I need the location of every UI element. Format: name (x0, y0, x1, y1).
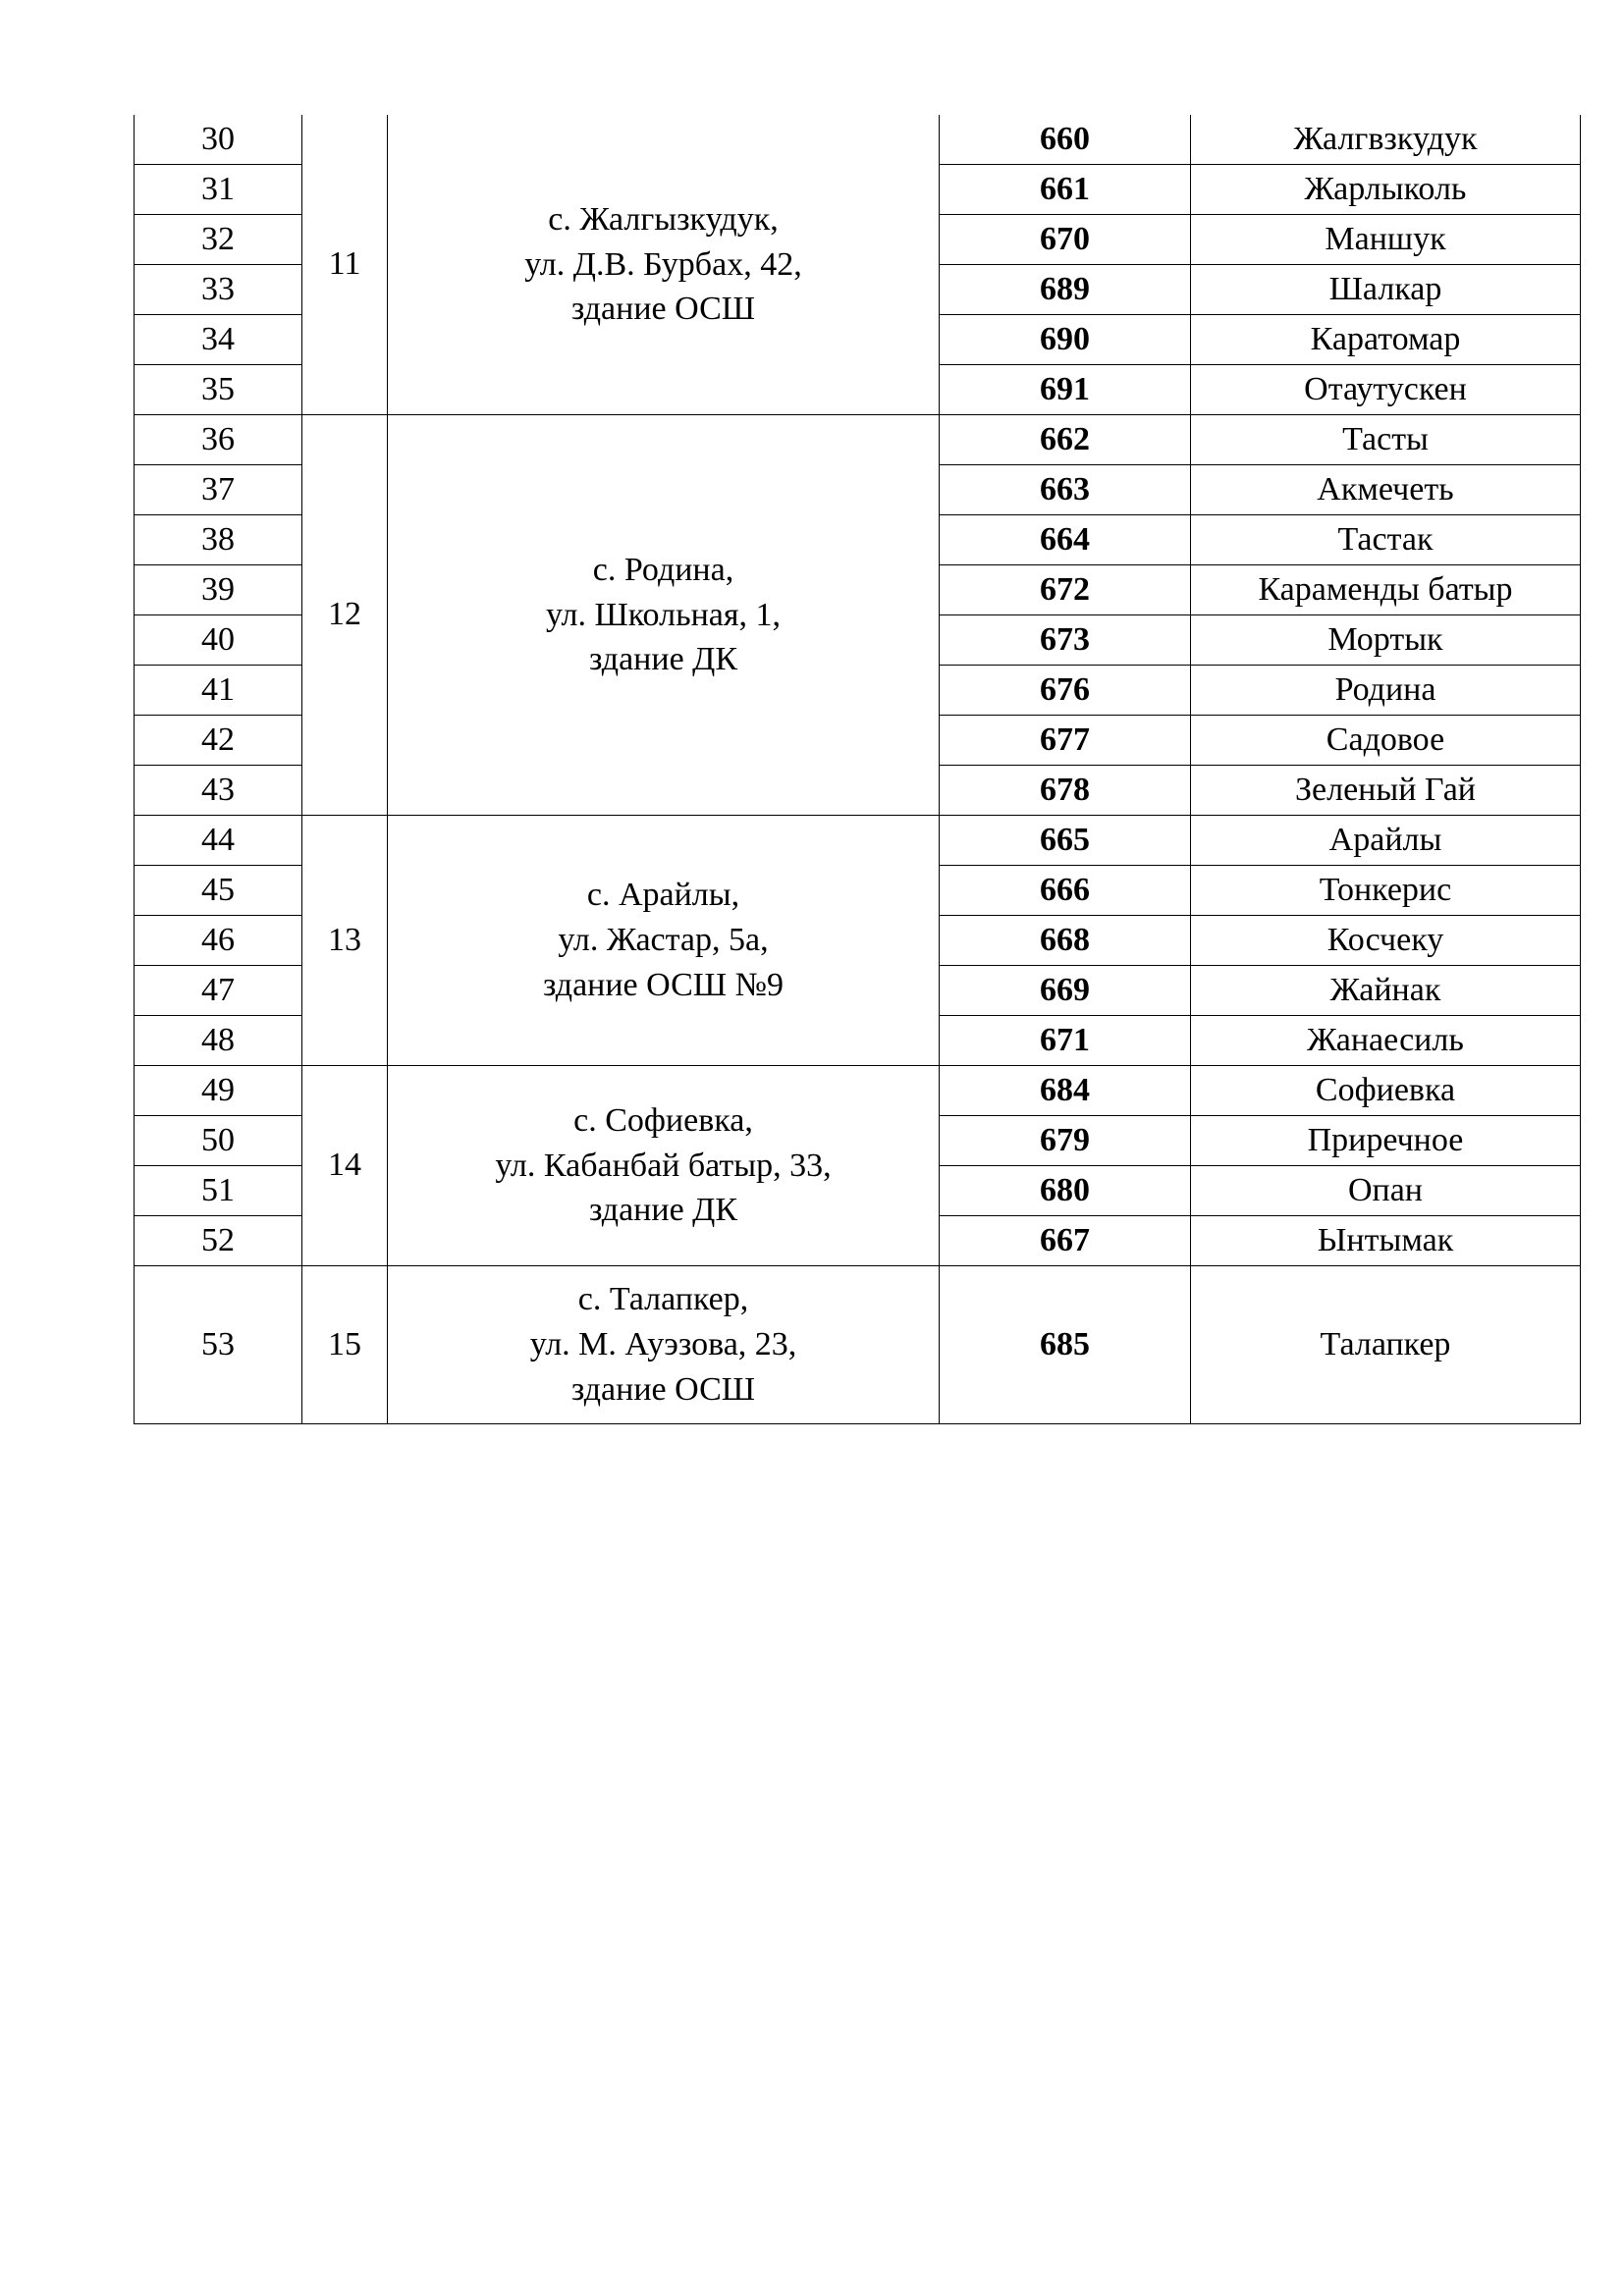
precinct-code-cell: 680 (940, 1166, 1191, 1216)
row-number-cell: 45 (135, 866, 302, 916)
precinct-code-cell: 667 (940, 1216, 1191, 1266)
precinct-code-cell: 679 (940, 1116, 1191, 1166)
settlement-name-cell: Приречное (1191, 1116, 1581, 1166)
row-number-cell: 40 (135, 615, 302, 666)
settlement-name-cell: Косчеку (1191, 916, 1581, 966)
group-number-cell: 15 (302, 1266, 388, 1424)
precinct-table (134, 115, 1581, 1424)
row-number-cell: 32 (135, 215, 302, 265)
settlement-name-cell: Каратомар (1191, 315, 1581, 365)
group-number-cell: 12 (302, 415, 388, 816)
row-number-cell: 41 (135, 666, 302, 716)
table-row (135, 415, 1581, 465)
precinct-code-cell: 669 (940, 966, 1191, 1016)
row-number-cell: 49 (135, 1066, 302, 1116)
precinct-code-cell: 676 (940, 666, 1191, 716)
row-number-cell: 39 (135, 565, 302, 615)
row-number-cell: 47 (135, 966, 302, 1016)
precinct-code-cell: 684 (940, 1066, 1191, 1116)
precinct-code-cell: 662 (940, 415, 1191, 465)
precinct-code-cell: 668 (940, 916, 1191, 966)
settlement-name-cell: Ынтымак (1191, 1216, 1581, 1266)
settlement-name-cell: Жалгвзкудук (1191, 115, 1581, 165)
row-number-cell: 36 (135, 415, 302, 465)
address-line: ул. Д.В. Бурбах, 42, (524, 245, 802, 283)
settlement-name-cell: Тонкерис (1191, 866, 1581, 916)
settlement-name-cell: Арайлы (1191, 816, 1581, 866)
precinct-code-cell: 663 (940, 465, 1191, 515)
precinct-code-cell: 673 (940, 615, 1191, 666)
precinct-code-cell: 690 (940, 315, 1191, 365)
row-number-cell: 43 (135, 766, 302, 816)
row-number-cell: 38 (135, 515, 302, 565)
group-number-cell: 14 (302, 1066, 388, 1266)
row-number-cell: 34 (135, 315, 302, 365)
precinct-code-cell: 685 (940, 1266, 1191, 1424)
address-line: ул. Жастар, 5а, (558, 922, 769, 959)
table-row (135, 1266, 1581, 1424)
precinct-code-cell: 689 (940, 265, 1191, 315)
address-cell (388, 115, 940, 415)
address-line: здание ОСШ (570, 291, 756, 328)
settlement-name-cell: Мортык (1191, 615, 1581, 666)
address-cell (388, 415, 940, 816)
address-line: с. Талапкер, (577, 1281, 749, 1318)
row-number-cell: 37 (135, 465, 302, 515)
precinct-code-cell: 661 (940, 165, 1191, 215)
address-line: с. Родина, (592, 551, 734, 588)
row-number-cell: 42 (135, 716, 302, 766)
precinct-code-cell: 671 (940, 1016, 1191, 1066)
address-line: ул. Кабанбай батыр, 33, (495, 1147, 832, 1184)
precinct-code-cell: 664 (940, 515, 1191, 565)
precinct-code-cell: 666 (940, 866, 1191, 916)
address-line: здание ОСШ (570, 1370, 756, 1408)
settlement-name-cell: Садовое (1191, 716, 1581, 766)
group-number-cell: 13 (302, 816, 388, 1066)
address-cell (388, 1266, 940, 1424)
settlement-name-cell: Жарлыколь (1191, 165, 1581, 215)
settlement-name-cell: Отаутускен (1191, 365, 1581, 415)
row-number-cell: 48 (135, 1016, 302, 1066)
address-line: здание ДК (588, 1192, 738, 1229)
precinct-code-cell: 660 (940, 115, 1191, 165)
settlement-name-cell: Тастак (1191, 515, 1581, 565)
settlement-name-cell: Акмечеть (1191, 465, 1581, 515)
precinct-code-cell: 670 (940, 215, 1191, 265)
settlement-name-cell: Родина (1191, 666, 1581, 716)
address-line: здание ОСШ №9 (542, 966, 785, 1003)
address-line: ул. М. Ауэзова, 23, (529, 1326, 797, 1363)
row-number-cell: 31 (135, 165, 302, 215)
row-number-cell: 53 (135, 1266, 302, 1424)
address-line: с. Жалгызкудук, (548, 200, 779, 238)
precinct-code-cell: 691 (940, 365, 1191, 415)
settlement-name-cell: Жайнак (1191, 966, 1581, 1016)
row-number-cell: 51 (135, 1166, 302, 1216)
address-line: с. Арайлы, (586, 877, 740, 914)
address-line: здание ДК (588, 641, 738, 678)
precinct-code-cell: 672 (940, 565, 1191, 615)
address-cell (388, 1066, 940, 1266)
row-number-cell: 46 (135, 916, 302, 966)
address-cell (388, 816, 940, 1066)
precinct-table-body (135, 115, 1581, 1424)
settlement-name-cell: Опан (1191, 1166, 1581, 1216)
row-number-cell: 33 (135, 265, 302, 315)
precinct-code-cell: 665 (940, 816, 1191, 866)
settlement-name-cell: Зеленый Гай (1191, 766, 1581, 816)
group-number-cell: 11 (302, 115, 388, 415)
settlement-name-cell: Софиевка (1191, 1066, 1581, 1116)
table-row (135, 816, 1581, 866)
row-number-cell: 50 (135, 1116, 302, 1166)
table-row (135, 115, 1581, 165)
settlement-name-cell: Талапкер (1191, 1266, 1581, 1424)
row-number-cell: 44 (135, 816, 302, 866)
settlement-name-cell: Тасты (1191, 415, 1581, 465)
row-number-cell: 30 (135, 115, 302, 165)
settlement-name-cell: Шалкар (1191, 265, 1581, 315)
address-line: ул. Школьная, 1, (545, 596, 781, 633)
row-number-cell: 52 (135, 1216, 302, 1266)
precinct-code-cell: 678 (940, 766, 1191, 816)
table-row (135, 1066, 1581, 1116)
settlement-name-cell: Жанаесиль (1191, 1016, 1581, 1066)
row-number-cell: 35 (135, 365, 302, 415)
precinct-code-cell: 677 (940, 716, 1191, 766)
address-line: с. Софиевка, (573, 1101, 753, 1139)
settlement-name-cell: Караменды батыр (1191, 565, 1581, 615)
settlement-name-cell: Маншук (1191, 215, 1581, 265)
